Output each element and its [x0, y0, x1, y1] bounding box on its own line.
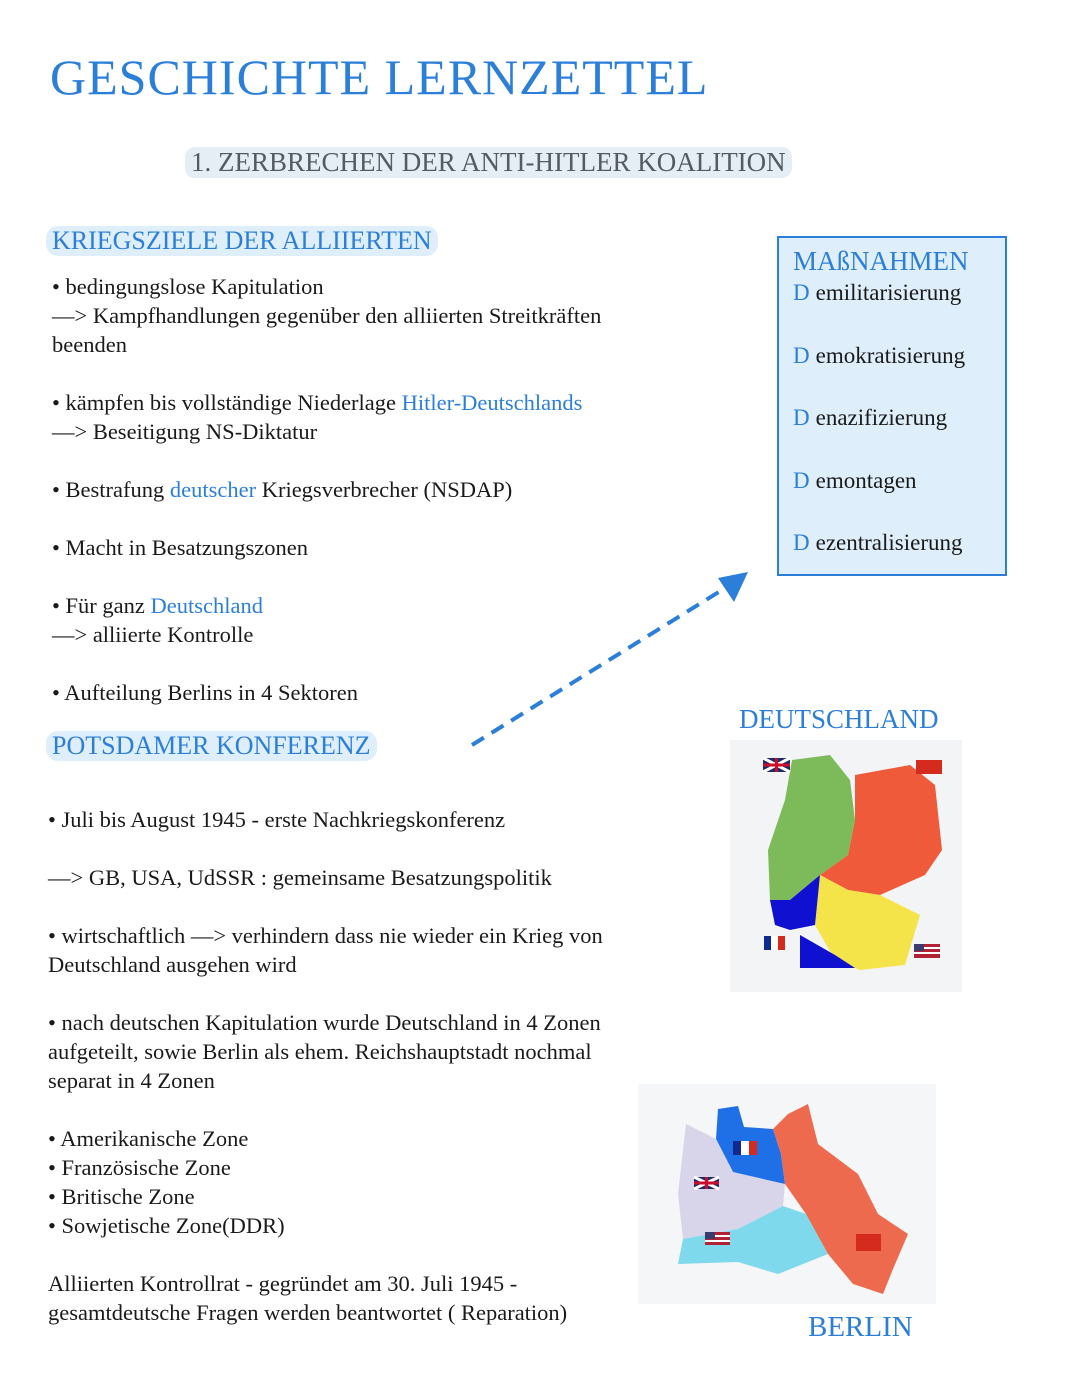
usa-flag-icon [705, 1232, 730, 1245]
highlight-text: deutscher [169, 477, 257, 502]
zone-item: • Britische Zone [48, 1184, 195, 1209]
item-text: • Aufteilung Berlins in 4 Sektoren [52, 680, 358, 705]
item-text: • bedingungslose Kapitulation [52, 274, 324, 299]
paragraph: • nach deutschen Kapitulation wurde Deutschland in 4 Zonen [48, 1010, 601, 1035]
item-text: enazifizierung [815, 405, 948, 430]
item-text: —> Beseitigung NS-Diktatur [52, 419, 318, 444]
item-text: —> alliierte Kontrolle [52, 622, 254, 647]
paragraph: • wirtschaftlich —> verhindern dass nie wieder ein Krieg von [48, 923, 603, 948]
highlight-text: Deutschland [150, 593, 263, 618]
soviet-flag-icon [856, 1234, 881, 1251]
item-text: • kämpfen bis vollständige Niederlage [52, 390, 402, 415]
paragraph: • Juli bis August 1945 - erste Nachkriegskonferenz [48, 807, 506, 832]
paragraph: aufgeteilt, sowie Berlin als ehem. Reichshauptstadt nochmal [48, 1039, 592, 1064]
letter-d: D [793, 280, 810, 305]
soviet-flag-icon [916, 760, 942, 774]
massnahme-item [793, 341, 1005, 371]
massnahme-item [793, 403, 1005, 433]
letter-d: D [793, 530, 810, 555]
france-flag-icon [733, 1141, 757, 1155]
list-item [52, 475, 732, 504]
germany-zones-map [730, 740, 962, 992]
massnahmen-heading: MAßNAHMEN [793, 246, 969, 276]
page-title: GESCHICHTE LERNZETTEL [50, 49, 709, 105]
highlight-text: Hitler-Deutschlands [401, 390, 583, 415]
letter-d: D [793, 342, 810, 368]
massnahmen-box [777, 236, 1007, 576]
paragraph: separat in 4 Zonen [48, 1068, 215, 1093]
paragraph: —> GB, USA, UdSSR : gemeinsame Besatzungspolitik [48, 865, 552, 890]
potsdam-text [48, 805, 688, 1356]
massnahme-item [793, 528, 1005, 558]
list-item [52, 388, 732, 446]
uk-flag-icon [763, 758, 790, 772]
zone-item: • Französische Zone [48, 1155, 231, 1180]
list-item [52, 272, 732, 359]
item-text: beenden [52, 332, 127, 357]
berlin-sectors-map [638, 1084, 936, 1304]
item-text: ezentralisierung [815, 530, 963, 555]
usa-flag-icon [914, 944, 940, 958]
item-text: • Für ganz [52, 593, 151, 618]
france-flag-icon [764, 936, 785, 950]
uk-flag-icon [694, 1177, 719, 1189]
letter-d: D [793, 467, 810, 493]
potsdam-heading: POTSDAMER KONFERENZ [46, 731, 377, 761]
item-text: emontagen [815, 467, 917, 493]
zone-item: • Sowjetische Zone(DDR) [48, 1213, 285, 1238]
letter-d: D [793, 405, 810, 430]
item-text: —> Kampfhandlungen gegenüber den alliierten Streitkräften [52, 303, 602, 328]
paragraph: Deutschland ausgehen wird [48, 952, 297, 977]
berlin-map-label: BERLIN [808, 1311, 913, 1343]
dashed-arrow-icon [460, 560, 760, 760]
massnahme-item [793, 278, 1005, 308]
paragraph: gesamtdeutsche Fragen werden beantwortet ( Reparation) [48, 1300, 568, 1325]
item-text: emilitarisierung [815, 280, 962, 305]
kriegsziele-heading: KRIEGSZIELE DER ALLIIERTEN [46, 226, 438, 256]
germany-map-label: DEUTSCHLAND [739, 704, 939, 734]
paragraph: Alliierten Kontrollrat - gegründet am 30. Juli 1945 - [48, 1271, 518, 1296]
section-subtitle: 1. ZERBRECHEN DER ANTI-HITLER KOALITION [185, 147, 792, 178]
massnahme-item [793, 466, 1005, 496]
item-text: • Macht in Besatzungszonen [52, 535, 308, 560]
item-text: emokratisierung [815, 342, 966, 368]
item-text: Kriegsverbrecher (NSDAP) [256, 477, 513, 502]
list-item [52, 533, 732, 562]
item-text: • Bestrafung [52, 477, 170, 502]
zone-item: • Amerikanische Zone [48, 1126, 249, 1151]
